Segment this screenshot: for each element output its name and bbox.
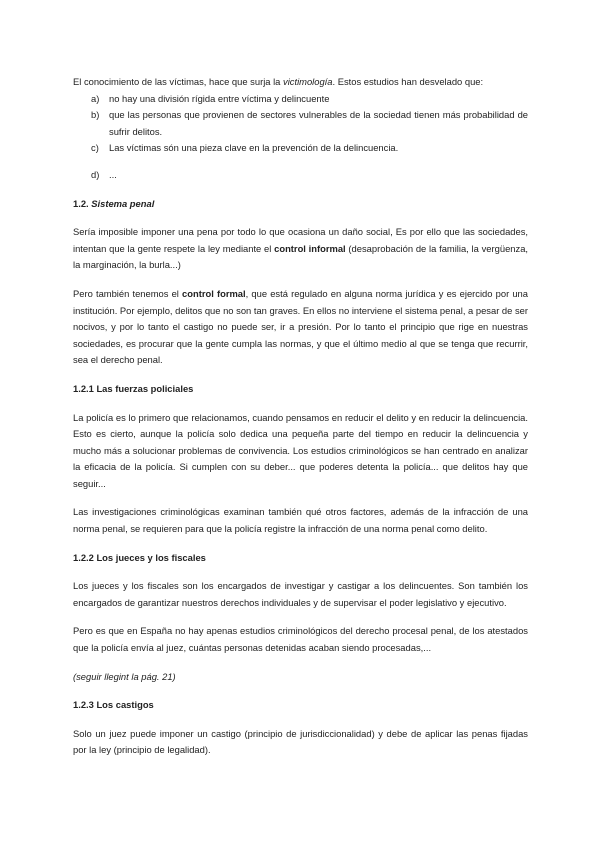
text: , que está regulado en alguna norma jurídica y es ejercido por una institución. Por ejemplo, delitos que no son tan graves. En ellos no interviene el sistema penal, a pesar de ser nocivos, y por lo tanto el castigo no puede ser, ir a presión. Por lo tanto el principio que rige en nuestras sociedades, es procurar que la gente cumpla las normas, y que el último medio al que se tenga que recurrir, sea el derecho penal.	[73, 287, 528, 366]
paragraph-espana: Pero es que en España no hay apenas estudios criminológicos del derecho procesal penal, de los atestados que la policía envía al juez, cuántas personas detenidas acaban siendo procesadas,...	[73, 625, 528, 654]
section-number: 1.2.	[73, 197, 89, 209]
list-text: que las personas que provienen de sectores vulnerables de la sociedad tienen más probabilidad de sufrir delitos.	[109, 109, 528, 137]
list-item	[73, 91, 528, 108]
paragraph-control-informal	[73, 224, 528, 274]
list-item	[73, 107, 528, 140]
bold-term: control formal	[182, 287, 246, 299]
section-heading-1-2	[73, 196, 528, 213]
spacer	[73, 492, 528, 504]
list-item	[73, 140, 528, 157]
spacer	[73, 212, 528, 224]
document-page	[73, 74, 528, 759]
section-heading-1-2-2: 1.2.2 Los jueces y los fiscales	[73, 551, 206, 563]
intro-text-end: . Estos estudios han desvelado que:	[332, 76, 484, 87]
spacer	[73, 184, 528, 196]
text: Pero también tenemos el	[73, 287, 183, 299]
spacer	[73, 369, 528, 381]
intro-paragraph	[73, 74, 528, 91]
paragraph-castigos: Solo un juez puede imponer un castigo (principio de jurisdiccionalidad) y debe de aplicar las penas fijadas por la ley (principio de legalidad).	[73, 727, 528, 756]
section-heading-1-2-1: 1.2.1 Las fuerzas policiales	[73, 382, 194, 394]
list-marker: d)	[91, 168, 100, 180]
paragraph-investigaciones: Las investigaciones criminológicas examinan también qué otros factores, además de la infracción de una norma penal, se requieren para que la policía registre la infracción de una norma penal como delito.	[73, 506, 528, 535]
spacer	[73, 398, 528, 410]
spacer	[73, 274, 528, 286]
list-marker: b)	[91, 109, 100, 121]
intro-emphasis: victimología	[283, 76, 333, 87]
spacer	[73, 566, 528, 578]
paragraph-control-formal	[73, 286, 528, 369]
spacer	[73, 685, 528, 697]
list-text: no hay una división rígida entre víctima y delincuente	[109, 92, 330, 104]
intro-text: El conocimiento de las víctimas, hace que surja la	[73, 76, 283, 87]
text: (desaprobación de la familia, la vergüenza, la marginación, la burla...)	[73, 242, 529, 271]
list-item	[73, 167, 528, 184]
findings-list	[73, 91, 528, 184]
spacer	[73, 538, 528, 550]
list-text: Las víctimas són una pieza clave en la prevención de la delincuencia.	[109, 142, 399, 154]
list-marker: a)	[91, 92, 100, 104]
list-marker: c)	[91, 142, 99, 154]
paragraph-policia: La policía es lo primero que relacionamos, cuando pensamos en reducir el delito y en reducir la delincuencia. Esto es cierto, aunque la policía solo dedica una pequeña parte del tiempo en reducir la delincuencia y mucho más a solucionar problemas de convivencia. Los estudios criminológicos se han centrado en analizar la eficacia de la policía. Si cumplen con su deber... que poderes detenta la policía... que delitos hay que seguir...	[73, 411, 528, 489]
section-title: Sistema penal	[91, 197, 155, 209]
section-heading-1-2-3: 1.2.3 Los castigos	[73, 699, 154, 711]
spacer	[73, 657, 528, 669]
paragraph-jueces: Los jueces y los fiscales son los encargados de investigar y castigar a los delincuentes. Son también los encargados de garantizar nuestros derechos individuales y de supervisar el poder legislativo y ejecutivo.	[73, 580, 528, 608]
bold-term: control informal	[274, 242, 346, 254]
text: Sería imposible imponer una pena por todo lo que ocasiona un daño social, Es por ello que las sociedades, intentan que la gente respete la ley mediante el	[73, 226, 528, 254]
spacer	[73, 157, 528, 167]
spacer	[73, 714, 528, 726]
list-text: ...	[109, 168, 117, 180]
reading-note: (seguir llegint la pág. 21)	[73, 670, 176, 682]
spacer	[73, 611, 528, 623]
